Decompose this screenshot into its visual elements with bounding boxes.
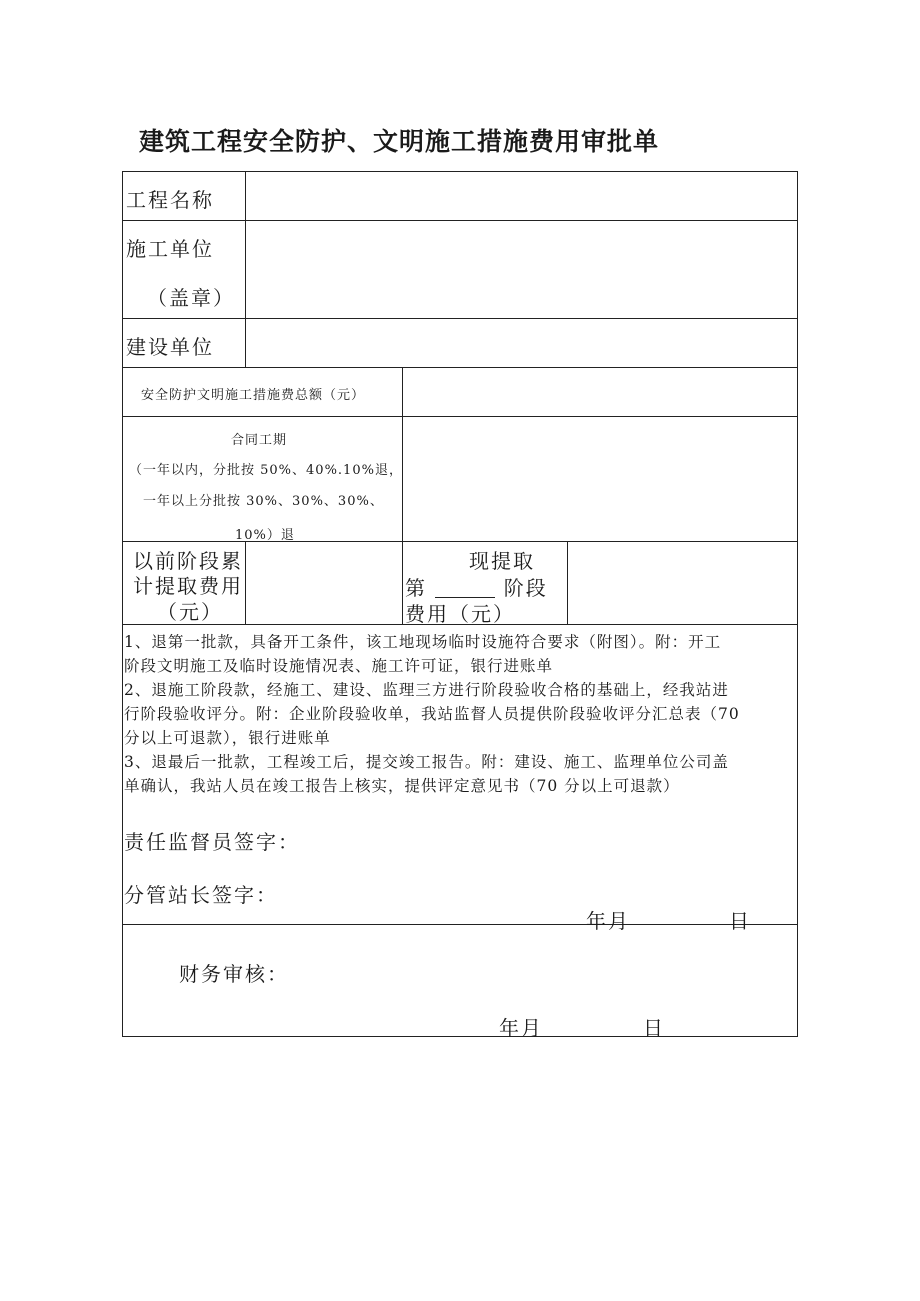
developer-label: 建设单位 <box>126 335 214 359</box>
previous-fee-label: 计提取费用 <box>133 574 243 598</box>
station-head-signature-label: 分管站长签字： <box>124 883 278 907</box>
project-name-value[interactable] <box>247 173 797 219</box>
row-divider <box>123 416 797 417</box>
total-fee-label: 安全防护文明施工措施费总额（元） <box>141 388 366 403</box>
refund-note-3: 单确认，我站人员在竣工报告上核实，提供评定意见书（70 分以上可退款） <box>124 777 680 795</box>
current-fee-label <box>405 572 548 601</box>
row-divider <box>123 318 797 319</box>
construction-unit-label: 施工单位 <box>126 237 214 261</box>
construction-unit-value[interactable] <box>247 222 797 316</box>
previous-fee-value[interactable] <box>247 543 401 623</box>
supervisor-signature-label: 责任监督员签字： <box>124 830 300 854</box>
column-divider <box>245 172 246 367</box>
contract-period-line: 一年以上分批按 30%、30%、30%、 <box>143 494 384 509</box>
finance-review-label: 财务审核： <box>179 962 289 986</box>
stage-number-blank[interactable] <box>435 579 495 598</box>
current-fee-label: 费用（元） <box>405 602 515 626</box>
current-fee-label: 现提取 <box>469 549 535 573</box>
refund-note-1: 1、退第一批款，具备开工条件，该工地现场临时设施符合要求（附图）。附：开工 <box>124 633 722 651</box>
row-divider <box>123 541 797 542</box>
row-divider <box>123 367 797 368</box>
contract-period-title: 合同工期 <box>231 433 288 448</box>
contract-period-line: （一年以内，分批按 50%、40%.10%退， <box>129 463 403 478</box>
previous-fee-label: 以前阶段累 <box>133 549 243 573</box>
date-year-month: 年月 <box>586 909 630 933</box>
total-fee-value[interactable] <box>404 369 797 415</box>
current-fee-value[interactable] <box>569 543 797 623</box>
current-stage-suffix: 阶段 <box>503 576 548 600</box>
refund-note-2: 分以上可退款），银行进账单 <box>124 729 331 747</box>
date-day: 日 <box>729 909 751 933</box>
refund-note-2: 行阶段验收评分。附：企业阶段验收单，我站监督人员提供阶段验收评分汇总表（70 <box>124 705 740 723</box>
current-stage-prefix: 第 <box>405 576 427 600</box>
contract-period-value[interactable] <box>404 418 797 540</box>
construction-unit-seal: （盖章） <box>147 286 235 310</box>
contract-period-line: 10%）退 <box>235 528 295 543</box>
page-title: 建筑工程安全防护、文明施工措施费用审批单 <box>139 127 660 156</box>
refund-note-2: 2、退施工阶段款，经施工、建设、监理三方进行阶段验收合格的基础上，经我站进 <box>124 681 729 699</box>
row-divider <box>123 220 797 221</box>
project-name-label: 工程名称 <box>126 188 214 212</box>
developer-value[interactable] <box>247 320 797 366</box>
previous-fee-label: （元） <box>157 600 223 624</box>
column-divider <box>567 541 568 624</box>
date-day: 日 <box>643 1016 665 1040</box>
column-divider <box>245 541 246 624</box>
approval-form-table <box>122 171 798 1040</box>
date-year-month: 年月 <box>499 1016 543 1040</box>
row-divider <box>123 924 797 925</box>
refund-note-3: 3、退最后一批款，工程竣工后，提交竣工报告。附：建设、施工、监理单位公司盖 <box>124 753 729 771</box>
column-divider <box>402 367 403 624</box>
refund-note-1: 阶段文明施工及临时设施情况表、施工许可证，银行进账单 <box>124 657 554 675</box>
